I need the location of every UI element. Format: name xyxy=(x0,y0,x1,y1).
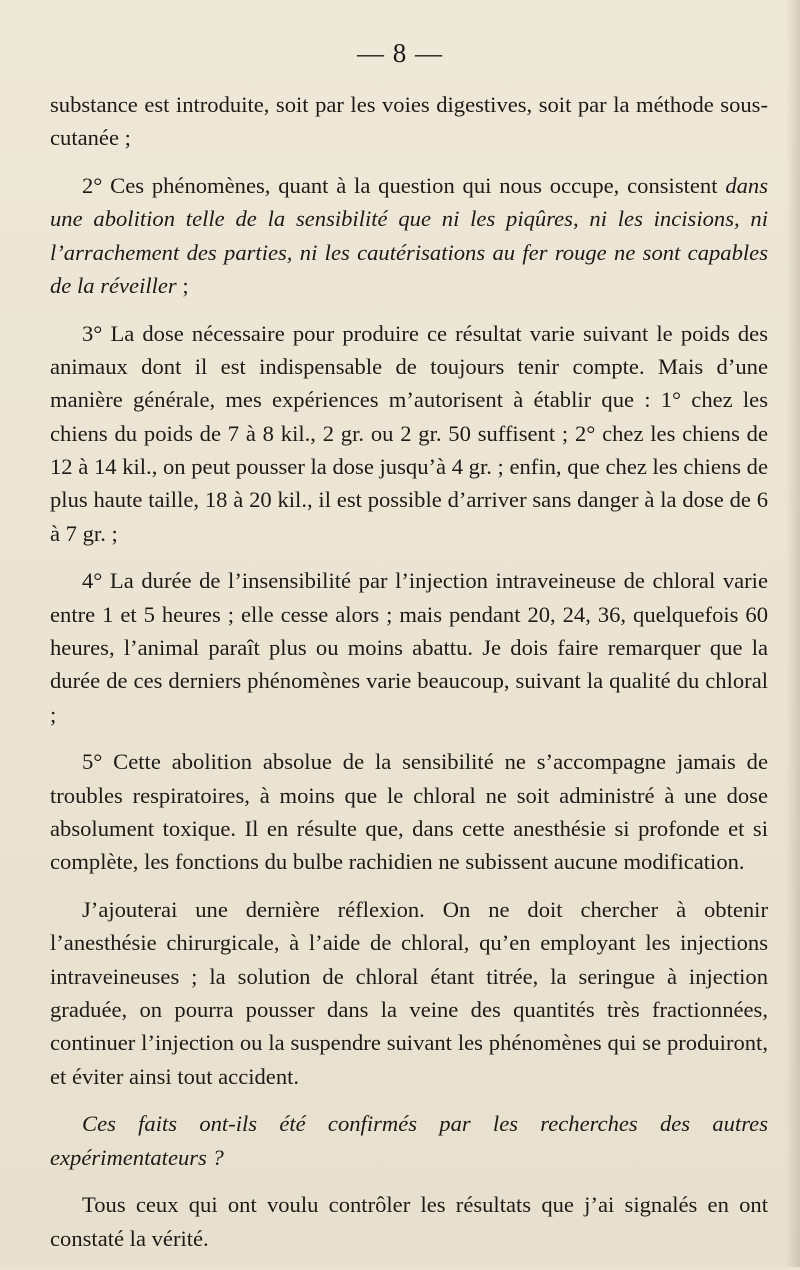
page-edge-shadow xyxy=(786,0,800,1267)
paragraph-point-4: 4° La durée de l’insensibilité par l’injection intraveineuse de chloral varie entre 1 et 5 heures ; elle cesse alors ; mais pendant 20, 24, 36, quelquefois 60 heures, l’animal paraît plus ou moins abattu. Je dois faire remarquer que la durée de ces derniers phénomènes varie beaucoup, suivant la qualité du chloral ; xyxy=(50,568,768,727)
body-text xyxy=(50,88,768,1270)
paragraph-point-2-tail: ; xyxy=(176,272,189,298)
paragraph-point-3: 3° La dose nécessaire pour produire ce résultat varie suivant le poids des animaux dont il est indispensable de toujours tenir compte. Mais d’une manière générale, mes expériences m’autorisent à établir que : 1° chez les chiens du poids de 7 à 8 kil., 2 gr. ou 2 gr. 50 suffisent ; 2° chez les chiens de 12 à 14 kil., on peut pousser la dose jusqu’à 4 gr. ; enfin, que chez les chiens de plus haute taille, 18 à 20 kil., il est possible d’arriver sans danger à la dose de 6 à 7 gr. ; xyxy=(50,320,768,546)
paragraph-question xyxy=(50,1107,768,1174)
paragraph-conclusion: Tous ceux qui ont voulu contrôler les résultats que j’ai signalés en ont constaté la vérité. xyxy=(50,1192,768,1251)
paragraph-point-5: 5° Cette abolition absolue de la sensibilité ne s’accompagne jamais de troubles respiratoires, à moins que le chloral ne soit administré à une dose absolument toxique. Il en résulte que, dans cette anesthésie si profonde et si complète, les fonctions du bulbe rachidien ne subissent aucune modification. xyxy=(50,749,768,875)
paragraph-point-2-lead: 2° Ces phénomènes, quant à la question qui nous occupe, consistent xyxy=(82,173,726,199)
paragraph-point-2 xyxy=(50,169,768,302)
paragraph-continuation: substance est introduite, soit par les voies digestives, soit par la méthode sous-cutanée ; xyxy=(50,92,768,151)
page-number: — 8 — xyxy=(357,38,443,68)
paragraph-reflection: J’ajouterai une dernière réflexion. On ne doit chercher à obtenir l’anesthésie chirurgicale, à l’aide de chloral, qu’en employant les injections intraveineuses ; la solution de chloral étant titrée, la seringue à injection graduée, on pourra pousser dans la veine des quantités très fractionnées, continuer l’injection ou la suspendre suivant les phénomènes qui se produiront, et éviter ainsi tout accident. xyxy=(50,897,768,1089)
paragraph-point-2-italic: dans une abolition telle de la sensibilité que ni les piqûres, ni les incisions, ni l’arrachement des parties, ni les cautérisations au fer rouge ne sont capables de la réveiller xyxy=(50,173,768,298)
paragraph-question-italic: Ces faits ont-ils été confirmés par les recherches des autres expérimentateurs ? xyxy=(50,1111,768,1170)
